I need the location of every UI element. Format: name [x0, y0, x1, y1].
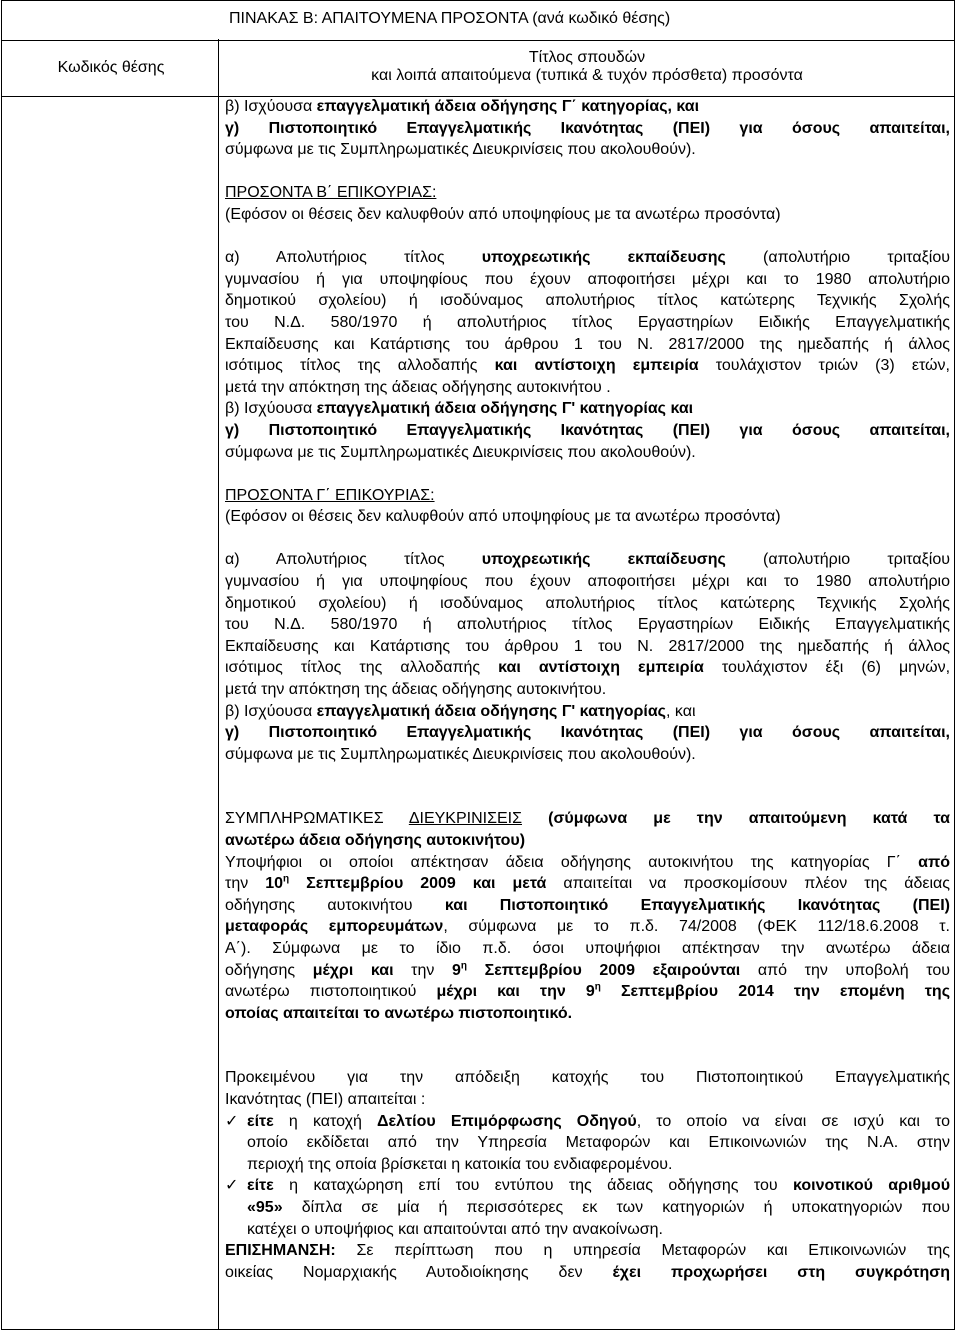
text: Σεπτεμβρίου 2014 την επομένη της: [600, 983, 951, 1001]
checkmark-icon: ✓: [225, 1112, 239, 1130]
text: (απολυτήριο τριταξίου: [725, 551, 951, 569]
col-code-header: Κωδικός θέσης: [57, 59, 165, 76]
bold-text: επαγγελματική άδεια οδήγησης Γ' κατηγορίας: [316, 702, 666, 720]
text: η καταχώρηση επί του εντύπου της άδειας οδήγησης του: [273, 1177, 793, 1195]
section-c-heading: ΠΡΟΣΟΝΤΑ Γ΄ ΕΠΙΚΟΥΡΙΑΣ:: [225, 486, 435, 504]
section-c-s: σύμφωνα με τις Συμπληρωματικές Διευκρινίσεις που ακολουθούν).: [225, 745, 696, 763]
text: β) Ισχύουσα: [225, 98, 317, 115]
supp-p2: [225, 873, 950, 895]
section-c-a4: του Ν.Δ. 580/1970 ή απολυτήριος τίτλος Εργαστηρίων Ειδικής Επαγγελματικής: [225, 616, 950, 634]
section-c-g: [225, 722, 950, 744]
superscript: η: [283, 873, 290, 885]
bold-text: και Πιστοποιητικό Επαγγελματικής Ικανότητας (ΠΕΙ): [444, 896, 950, 914]
bold-text: μεταφοράς εμπορευμάτων: [225, 918, 444, 936]
notice-line-1: [225, 1240, 950, 1262]
section-b-note: (Εφόσον οι θέσεις δεν καλυφθούν από υποψηφίους με τα ανωτέρω προσόντα): [225, 205, 781, 223]
text: την: [393, 961, 452, 979]
bold-text: [437, 983, 951, 1000]
supp-p3: [225, 895, 950, 917]
bold-text: ΕΠΙΣΗΜΑΝΣΗ:: [225, 1242, 336, 1260]
section-c-b: [225, 701, 950, 723]
requirements-cell: [225, 96, 950, 1283]
supp-p5: Α΄). Σύμφωνα με το ίδιο π.δ. όσοι υποψήφιοι απέκτησαν την ανωτέρω άδεια: [225, 939, 950, 957]
section-c-note: (Εφόσον οι θέσεις δεν καλυφθούν από υποψηφίους με τα ανωτέρω προσόντα): [225, 508, 781, 526]
bold-text: γ) Πιστοποιητικό Επαγγελματικής Ικανότητας (ΠΕΙ) για όσους απαιτείται,: [225, 119, 950, 137]
text: Σε περίπτωση που η υπηρεσία Μεταφορών και Επικοινωνιών της: [335, 1242, 950, 1260]
supp-p7: [225, 981, 950, 1003]
text: οδήγησης: [225, 961, 313, 979]
bold-text: «95»: [247, 1198, 283, 1216]
text: ισότιμος τίτλος της αλλοδαπής: [225, 357, 495, 375]
section-b-s: σύμφωνα με τις Συμπληρωματικές Διευκρινίσεις που ακολουθούν).: [225, 443, 696, 461]
section-c-a7: μετά την απόκτηση της άδειας οδήγησης αυτοκινήτου.: [225, 681, 607, 699]
table-header-row: [2, 40, 954, 97]
text: τουλάχιστον τριών (3) ετών,: [698, 357, 950, 375]
text: α) Απολυτήριος τίτλος: [225, 551, 482, 569]
col-req-header-line2: και λοιπά απαιτούμενα (τυπικά & τυχόν πρόσθετα) προσόντα: [371, 67, 803, 84]
supp-q1: Προκειμένου για την απόδειξη κατοχής του Πιστοποιητικού Επαγγελματικής: [225, 1069, 950, 1087]
bold-text: και αντίστοιχη εμπειρία: [498, 659, 704, 677]
text: ΣΥΜΠΛΗΡΩΜΑΤΙΚΕΣ: [225, 810, 409, 828]
text: από την υποβολή του: [740, 961, 950, 979]
text: την: [225, 875, 266, 893]
bold-text: μέχρι και: [312, 961, 394, 979]
supp-p8: [225, 1003, 950, 1025]
checkmark-icon: ✓: [225, 1177, 239, 1195]
supp-p6: [225, 960, 950, 982]
top-g-line: [225, 118, 950, 140]
supplementary-heading-1: [225, 808, 950, 830]
col-requirements-header: [220, 49, 954, 85]
check-item-1: [225, 1111, 950, 1133]
text: η κατοχή: [273, 1112, 378, 1130]
superscript: η: [594, 981, 601, 993]
section-b-a6: [225, 355, 950, 377]
text: , το οποίο να είναι σε ισχύ και το: [636, 1112, 951, 1130]
bold-text: οποίας απαιτείται το ανωτέρω πιστοποιητικό.: [225, 1004, 573, 1022]
section-c-a5: Εκπαίδευσης και Κατάρτισης του άρθρου 1 του Ν. 2817/2000 της ημεδαπής ή άλλος: [225, 637, 950, 655]
bold-text: (σύμφωνα με την απαιτούμενη κατά τα: [522, 810, 951, 828]
bold-text: από: [918, 853, 950, 871]
top-s-line: σύμφωνα με τις Συμπληρωματικές Διευκρινίσεις που ακολουθούν).: [225, 141, 696, 159]
section-b-heading: ΠΡΟΣΟΝΤΑ Β΄ ΕΠΙΚΟΥΡΙΑΣ:: [225, 184, 437, 202]
section-b-a1: [225, 247, 950, 269]
text: τουλάχιστον έξι (6) μηνών,: [703, 659, 951, 677]
text: 10: [265, 875, 283, 893]
check-item-2-line2: [225, 1197, 950, 1219]
text: οικείας Νομαρχιακής Αυτοδιοίκησης δεν: [225, 1263, 613, 1281]
bold-text: έχει προχωρήσει στη συγκρότηση: [612, 1263, 950, 1281]
supp-p1: [225, 852, 950, 874]
section-b-a4: του Ν.Δ. 580/1970 ή απολυτήριος τίτλος Εργαστηρίων Ειδικής Επαγγελματικής: [225, 313, 950, 331]
check-item-1-line2: οποίο εκδίδεται από την Υπηρεσία Μεταφορών και Επικοινωνιών της Ν.Α. στην: [247, 1134, 950, 1152]
text: Σεπτεμβρίου 2009 εξαιρούνται: [467, 961, 741, 979]
section-b-a7: μετά την απόκτηση της άδειας οδήγησης αυτοκινήτου .: [225, 378, 611, 396]
top-b-line: [225, 96, 950, 118]
bold-text: υποχρεωτικής εκπαίδευσης: [481, 249, 726, 267]
notice-line-2: [225, 1262, 950, 1284]
section-b-a2: γυμνασίου ή για υποψηφίους που έχουν αποφοιτήσει μέχρι και το 1980 απολυτήριο: [225, 270, 950, 288]
text: μέχρι και την 9: [436, 983, 595, 1001]
check-item-2: [225, 1175, 950, 1197]
supp-q2: Ικανότητας (ΠΕΙ) απαιτείται :: [225, 1090, 426, 1108]
check-item-1-line3: περιοχή της οποία βρίσκεται η κατοικία του ενδιαφερομένου.: [247, 1155, 673, 1173]
text: ισότιμος τίτλος της αλλοδαπής: [225, 659, 499, 677]
bold-text: και αντίστοιχη εμπειρία: [494, 357, 699, 375]
check-item-2-line3: κατέχει ο υποψήφιος και απαιτούνται από την ανακοίνωση.: [247, 1220, 663, 1238]
text: απαιτείται να προσκομίσουν πλέον της άδειας: [546, 875, 950, 893]
section-c-a3: δημοτικού σχολείου) ή ισοδύναμος απολυτήριος τίτλος κατώτερης Τεχνικής Σχολής: [225, 594, 950, 612]
text: α) Απολυτήριος τίτλος: [225, 249, 482, 267]
bold-text: Δελτίου Επιμόρφωσης Οδηγού: [377, 1112, 637, 1130]
superscript: η: [460, 960, 467, 972]
section-b-a3: δημοτικού σχολείου) ή ισοδύναμος απολυτήριος τίτλος κατώτερης Τεχνικής Σχολής: [225, 292, 950, 310]
underlined-text: ΔΙΕΥΚΡΙΝΙΣΕΙΣ: [408, 810, 522, 828]
bold-text: [265, 875, 546, 892]
section-c-a1: [225, 549, 950, 571]
text: β) Ισχύουσα: [225, 400, 317, 418]
bold-text: γ) Πιστοποιητικό Επαγγελματικής Ικανότητας (ΠΕΙ) για όσους απαιτείται,: [225, 724, 950, 742]
section-b-b: [225, 398, 950, 420]
text: οδήγησης αυτοκινήτου: [225, 896, 445, 914]
text: Σεπτεμβρίου 2009 και μετά: [289, 875, 547, 893]
bold-text: επαγγελματική άδεια οδήγησης Γ΄ κατηγορίας, και: [316, 98, 700, 115]
section-b-g: [225, 420, 950, 442]
table-title: ΠΙΝΑΚΑΣ Β: ΑΠΑΙΤΟΥΜΕΝΑ ΠΡΟΣΟΝΤΑ (ανά κωδικό θέσης): [229, 10, 671, 27]
bold-text: είτε: [247, 1177, 274, 1195]
bold-text: ανωτέρω άδεια οδήγησης αυτοκινήτου): [225, 832, 526, 849]
bold-text: κοινοτικού αριθμού: [793, 1177, 950, 1195]
bold-text: [452, 962, 740, 979]
text: Υποψήφιοι οι οποίοι απέκτησαν άδεια οδήγησης αυτοκινήτου της κατηγορίας Γ΄: [225, 853, 919, 871]
bold-text: υποχρεωτικής εκπαίδευσης: [481, 551, 726, 569]
section-b-a5: Εκπαίδευσης και Κατάρτισης του άρθρου 1 του Ν. 2817/2000 της ημεδαπής ή άλλος: [225, 335, 950, 353]
bold-text: είτε: [247, 1112, 274, 1130]
text: β) Ισχύουσα: [225, 702, 317, 720]
supplementary-heading-2: [225, 830, 950, 852]
supp-p4: [225, 916, 950, 938]
column-divider: [218, 39, 219, 1330]
text: δίπλα σε μία ή περισσότερες εκ των κατηγοριών ή υποκατηγοριών που: [282, 1198, 950, 1216]
section-c-a2: γυμνασίου ή για υποψηφίους που έχουν αποφοιτήσει μέχρι και το 1980 απολυτήριο: [225, 573, 950, 591]
section-c-a6: [225, 657, 950, 679]
text: (απολυτήριο τριταξίου: [725, 249, 951, 267]
text: 9: [451, 961, 461, 979]
bold-text: γ) Πιστοποιητικό Επαγγελματικής Ικανότητας (ΠΕΙ) για όσους απαιτείται,: [225, 421, 950, 439]
text: , και: [666, 702, 696, 720]
text: ανωτέρω πιστοποιητικού: [225, 983, 437, 1001]
text: , σύμφωνα με το π.δ. 74/2008 (ΦΕΚ 112/18.6.2008 τ.: [443, 918, 950, 936]
table-title-row: [2, 1, 954, 41]
col-req-header-line1: Τίτλος σπουδών: [528, 49, 646, 66]
bold-text: επαγγελματική άδεια οδήγησης Γ' κατηγορίας και: [316, 400, 694, 418]
